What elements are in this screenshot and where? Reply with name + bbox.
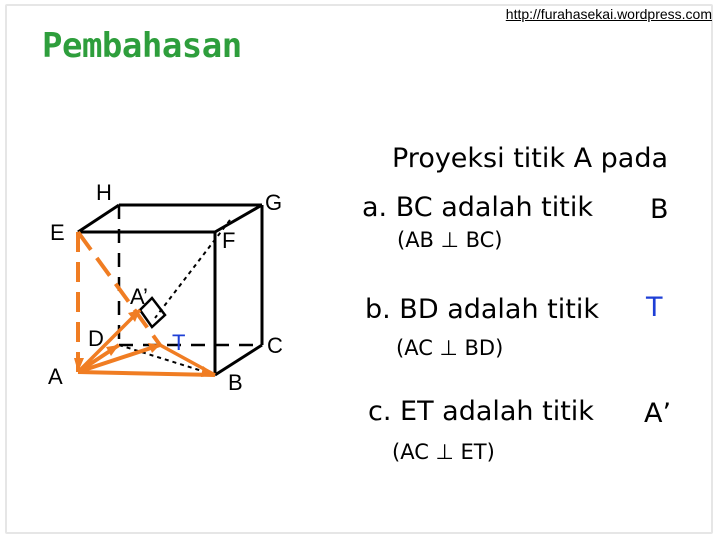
heading-text: Proyeksi titik A pada xyxy=(392,143,669,174)
item-b-reason: (AC ⊥ BD) xyxy=(396,336,504,360)
slide-title: Pembahasan xyxy=(42,26,242,66)
label-D: D xyxy=(88,326,104,351)
item-a-reason: (AB ⊥ BC) xyxy=(397,228,503,252)
item-c-answer: A’ xyxy=(644,398,672,429)
item-a-answer: B xyxy=(650,194,669,225)
source-url[interactable]: http://furahasekai.wordpress.com xyxy=(505,6,712,22)
line-AB-orange xyxy=(78,372,215,375)
label-A: A xyxy=(48,364,63,389)
label-C: C xyxy=(267,333,283,358)
line-FT xyxy=(155,220,230,318)
label-H: H xyxy=(96,180,112,205)
label-E: E xyxy=(50,220,65,245)
label-B: B xyxy=(228,370,243,395)
item-b-text: b. BD adalah titik xyxy=(365,294,599,325)
item-b-answer: T xyxy=(646,292,663,323)
edge-HE xyxy=(78,205,119,232)
label-T: T xyxy=(172,330,186,355)
item-c-text: c. ET adalah titik xyxy=(368,396,594,427)
item-c-reason: (AC ⊥ ET) xyxy=(392,440,495,464)
label-G: G xyxy=(265,190,283,215)
label-A-prime: A’ xyxy=(130,284,148,309)
cube-diagram xyxy=(40,170,310,400)
label-F: F xyxy=(222,228,236,253)
item-a-text: a. BC adalah titik xyxy=(362,192,593,223)
